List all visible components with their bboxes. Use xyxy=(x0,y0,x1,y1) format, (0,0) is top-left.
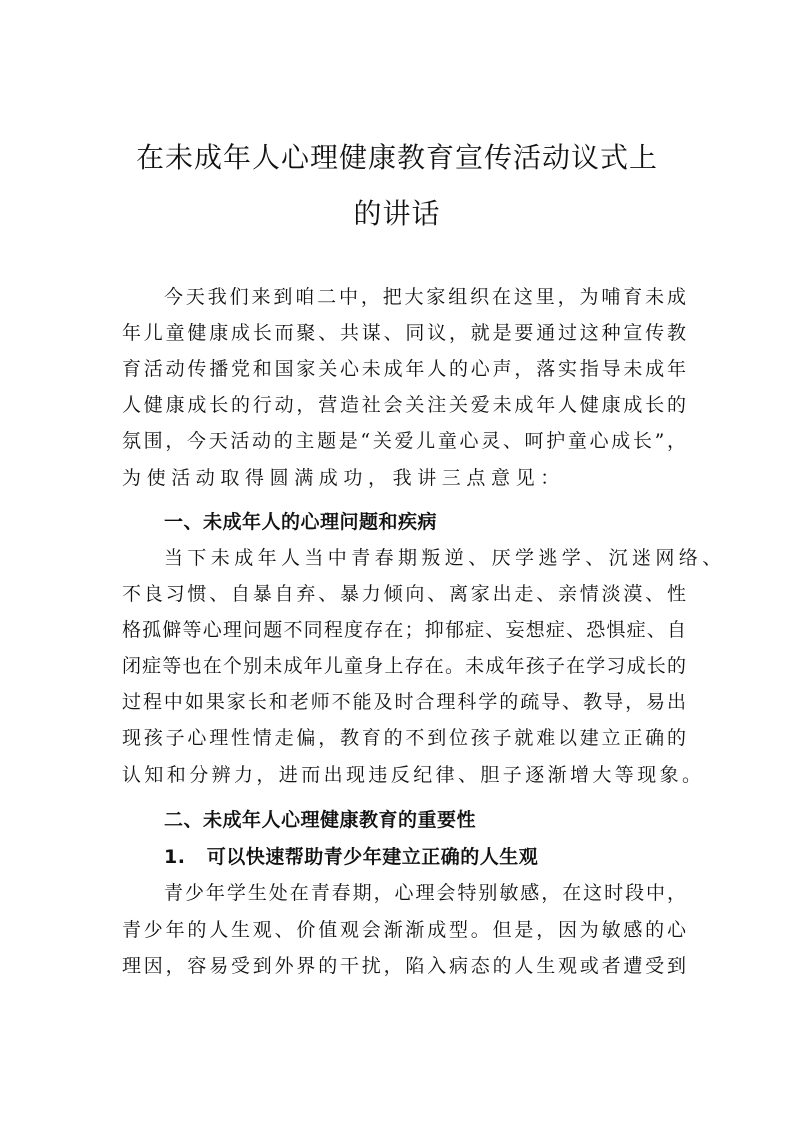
paragraph-line: 格孤僻等心理问题不同程度存在；抑郁症、妄想症、恐惧症、自 xyxy=(122,619,686,641)
paragraph-line: 氛围，今天活动的主题是“关爱儿童心灵、呵护童心成长”， xyxy=(122,430,686,452)
paragraph-line: 现孩子心理性情走偏，教育的不到位孩子就难以建立正确的 xyxy=(122,727,686,749)
paragraph-line: 理因，容易受到外界的干扰，陷入病态的人生观或者遭受到 xyxy=(122,955,686,977)
section-heading-1: 一、未成年人的心理问题和疾病 xyxy=(164,511,438,533)
paragraph-line: 过程中如果家长和老师不能及时合理科学的疏导、教导，易出 xyxy=(122,691,686,713)
paragraph-line: 不良习惯、自暴自弃、暴力倾向、离家出走、亲情淡漠、性 xyxy=(122,583,686,605)
paragraph-line: 年儿童健康成长而聚、共谋、同议，就是要通过这种宣传教 xyxy=(122,322,686,344)
paragraph-line: 青少年学生处在青春期，心理会特别敏感，在这时段中， xyxy=(164,882,686,904)
paragraph-line: 青少年的人生观、价值观会渐渐成型。但是，因为敏感的心 xyxy=(122,919,686,941)
paragraph-line: 当下未成年人当中青春期叛逆、厌学逃学、沉迷网络、 xyxy=(164,547,726,569)
subheading-1: 1. 可以快速帮助青少年建立正确的人生观 xyxy=(164,846,539,868)
document-title-line-2: 的讲话 xyxy=(353,197,441,230)
paragraph-line: 育活动传播党和国家关心未成年人的心声，落实指导未成年 xyxy=(122,358,686,380)
document-title-line-1: 在未成年人心理健康教育宣传活动议式上 xyxy=(135,141,658,174)
paragraph-line: 闭症等也在个别未成年儿童身上存在。未成年孩子在学习成长的 xyxy=(122,655,686,677)
paragraph-line: 人健康成长的行动，营造社会关注关爱未成年人健康成长的 xyxy=(122,394,686,416)
section-heading-2: 二、未成年人心理健康教育的重要性 xyxy=(164,809,477,831)
paragraph-line: 今天我们来到咱二中，把大家组织在这里，为哺育未成 xyxy=(164,286,686,308)
paragraph-line: 为使活动取得圆满成功，我讲三点意见： xyxy=(122,467,565,489)
paragraph-line: 认知和分辨力，进而出现违反纪律、胆子逐渐增大等现象。 xyxy=(122,764,705,786)
